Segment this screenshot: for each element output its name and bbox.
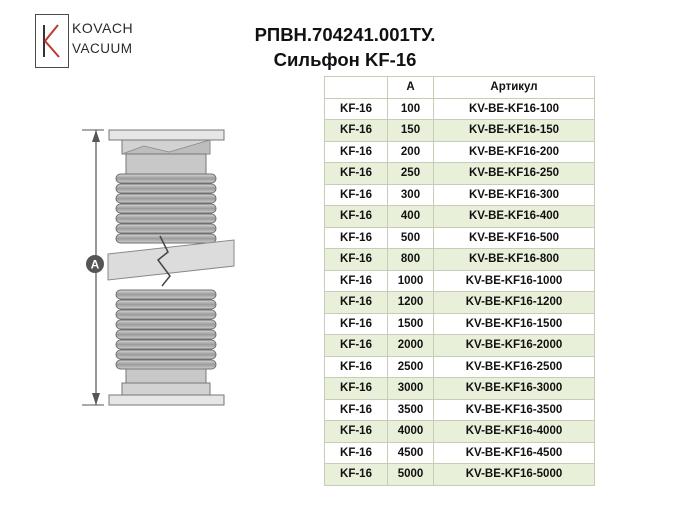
cell-length: 100 <box>388 98 434 120</box>
header-article: Артикул <box>434 77 595 99</box>
table-row <box>325 399 595 421</box>
cell-length: 5000 <box>388 464 434 486</box>
cell-type: KF-16 <box>325 184 388 206</box>
document-title <box>180 22 510 72</box>
cell-length: 500 <box>388 227 434 249</box>
cell-article: KV-BE-KF16-1500 <box>434 313 595 335</box>
cell-type: KF-16 <box>325 421 388 443</box>
table-row <box>325 442 595 464</box>
cell-article: KV-BE-KF16-500 <box>434 227 595 249</box>
bellows-drawing <box>74 118 249 418</box>
table-row <box>325 227 595 249</box>
cell-article: KV-BE-KF16-1000 <box>434 270 595 292</box>
cell-article: KV-BE-KF16-2500 <box>434 356 595 378</box>
table-row <box>325 120 595 142</box>
cell-type: KF-16 <box>325 335 388 357</box>
cell-type: KF-16 <box>325 464 388 486</box>
cell-type: KF-16 <box>325 442 388 464</box>
cell-article: KV-BE-KF16-3500 <box>434 399 595 421</box>
cell-length: 300 <box>388 184 434 206</box>
cell-length: 250 <box>388 163 434 185</box>
cell-type: KF-16 <box>325 120 388 142</box>
cell-article: KV-BE-KF16-4000 <box>434 421 595 443</box>
cell-article: KV-BE-KF16-200 <box>434 141 595 163</box>
cell-article: KV-BE-KF16-300 <box>434 184 595 206</box>
table-row <box>325 249 595 271</box>
cell-type: KF-16 <box>325 206 388 228</box>
cell-article: KV-BE-KF16-400 <box>434 206 595 228</box>
cell-article: KV-BE-KF16-1200 <box>434 292 595 314</box>
table-row <box>325 335 595 357</box>
cell-article: KV-BE-KF16-3000 <box>434 378 595 400</box>
cell-article: KV-BE-KF16-2000 <box>434 335 595 357</box>
cell-article: KV-BE-KF16-250 <box>434 163 595 185</box>
table-row <box>325 206 595 228</box>
header-length: A <box>388 77 434 99</box>
cell-article: KV-BE-KF16-800 <box>434 249 595 271</box>
cell-type: KF-16 <box>325 163 388 185</box>
cell-type: KF-16 <box>325 313 388 335</box>
cell-length: 400 <box>388 206 434 228</box>
cell-type: KF-16 <box>325 356 388 378</box>
cell-length: 2000 <box>388 335 434 357</box>
cell-length: 1500 <box>388 313 434 335</box>
table-body <box>325 98 595 485</box>
table-row <box>325 184 595 206</box>
logo <box>35 14 135 70</box>
table-row <box>325 141 595 163</box>
cell-length: 1000 <box>388 270 434 292</box>
logo-k-icon <box>36 15 67 66</box>
cell-length: 800 <box>388 249 434 271</box>
cell-length: 1200 <box>388 292 434 314</box>
cell-length: 200 <box>388 141 434 163</box>
table-row <box>325 464 595 486</box>
cell-type: KF-16 <box>325 270 388 292</box>
cell-type: KF-16 <box>325 227 388 249</box>
table-header-row <box>325 77 595 99</box>
cell-article: KV-BE-KF16-4500 <box>434 442 595 464</box>
table-row <box>325 292 595 314</box>
logo-line-1: KOVACH <box>72 20 134 36</box>
cell-article: KV-BE-KF16-100 <box>434 98 595 120</box>
table-row <box>325 356 595 378</box>
table-row <box>325 378 595 400</box>
bellows-icon <box>74 118 249 418</box>
cell-type: KF-16 <box>325 292 388 314</box>
spec-table <box>324 76 595 486</box>
cell-article: KV-BE-KF16-150 <box>434 120 595 142</box>
cell-type: KF-16 <box>325 249 388 271</box>
cell-type: KF-16 <box>325 378 388 400</box>
table-row <box>325 313 595 335</box>
table-row <box>325 270 595 292</box>
cell-article: KV-BE-KF16-5000 <box>434 464 595 486</box>
table-row <box>325 421 595 443</box>
dimension-label: A <box>90 257 100 272</box>
cell-length: 150 <box>388 120 434 142</box>
cell-type: KF-16 <box>325 141 388 163</box>
cell-length: 3000 <box>388 378 434 400</box>
logo-line-2: VACUUM <box>72 41 133 56</box>
cell-length: 2500 <box>388 356 434 378</box>
cell-type: KF-16 <box>325 399 388 421</box>
logo-mark <box>35 14 69 68</box>
title-line-2: Сильфон KF-16 <box>273 49 417 70</box>
title-line-1: РПВН.704241.001ТУ. <box>254 24 436 45</box>
cell-length: 4500 <box>388 442 434 464</box>
cell-type: KF-16 <box>325 98 388 120</box>
cell-length: 3500 <box>388 399 434 421</box>
cell-length: 4000 <box>388 421 434 443</box>
header-type <box>325 77 388 99</box>
table-row <box>325 163 595 185</box>
table-row <box>325 98 595 120</box>
